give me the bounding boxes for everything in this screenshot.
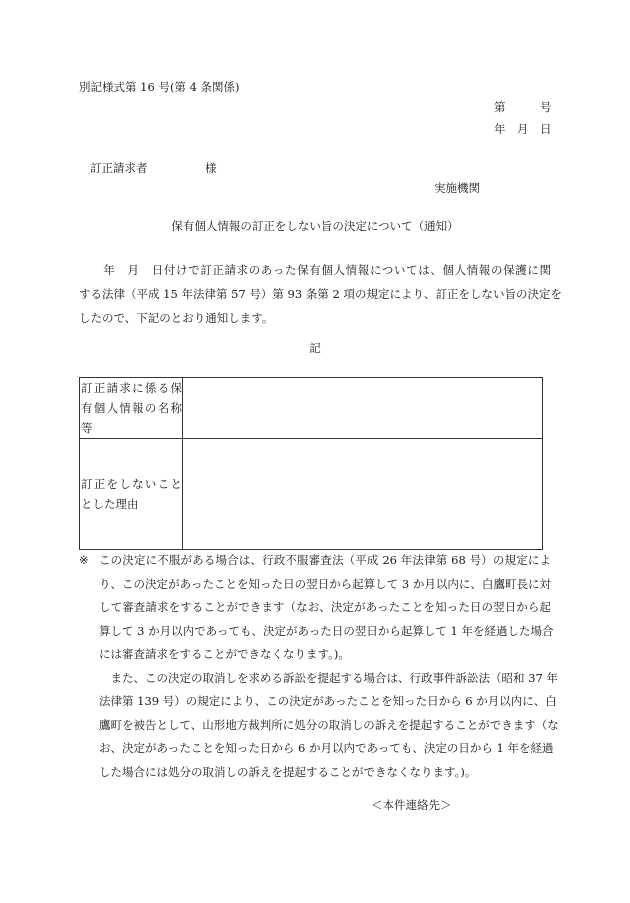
note-mark: ※ bbox=[79, 553, 89, 567]
label-line: とした理由 bbox=[81, 497, 139, 511]
note-line: 算して 3 か月以内であっても、決定があった日の翌日から起算して 1 年を経過した場合 bbox=[99, 623, 554, 638]
page-title: 保有個人情報の訂正をしない旨の決定について（通知） bbox=[171, 219, 459, 233]
recipient: 訂正請求者 様 bbox=[90, 161, 217, 175]
label-line: 訂正請求に係る保 bbox=[81, 381, 182, 395]
reason-label-cell bbox=[80, 439, 183, 550]
body-line: 年 月 日付けで訂正請求のあった保有個人情報については、個人情報の保護に関 bbox=[79, 263, 551, 277]
issuer: 実施機関 bbox=[434, 181, 480, 195]
details-table bbox=[79, 377, 543, 550]
body-paragraph bbox=[79, 258, 562, 330]
body-line: する法律（平成 15 年法律第 57 号）第 93 条第 2 項の規定により、訂正をしない旨の決定を bbox=[79, 287, 562, 301]
ki-heading: 記 bbox=[309, 341, 321, 355]
note-line: 鷹町を被告として、山形地方裁判所に処分の取消しの訴えを提起することができます（な bbox=[99, 717, 559, 732]
reason-value-cell bbox=[183, 439, 543, 550]
note-line: お、決定があったことを知った日から 6 か月以内であっても、決定の日から 1 年を経過 bbox=[99, 741, 554, 755]
label-line: 訂正をしないこと bbox=[81, 477, 182, 491]
contact-heading: ＜本件連絡先＞ bbox=[371, 798, 452, 812]
note-line: した場合には処分の取消しの訴えを提起することができなくなります。)。 bbox=[99, 764, 477, 779]
label-line: 有個人情報の名称 bbox=[81, 401, 182, 415]
table-row bbox=[80, 439, 543, 550]
label-line: 等 bbox=[81, 421, 93, 435]
document-date: 年 月 日 bbox=[494, 122, 552, 136]
note-line: して審査請求をすることができます（なお、決定があったことを知った日の翌日から起 bbox=[99, 600, 551, 614]
table-row bbox=[80, 378, 543, 439]
note-line: また、この決定の取消しを求める訴訟を提起する場合は、行政事件訴訟法（昭和 37 年 bbox=[99, 670, 558, 685]
name-label-cell bbox=[80, 378, 183, 439]
document-number: 第 号 bbox=[494, 100, 552, 114]
note-line: り、この決定があったことを知った日の翌日から起算して 3 か月以内に、白鷹町長に対 bbox=[99, 576, 551, 591]
name-value-cell bbox=[183, 378, 543, 439]
note-line: この決定に不服がある場合は、行政不服審査法（平成 26 年法律第 68 号）の規定によ bbox=[99, 553, 551, 567]
body-line: したので、下記のとおり通知します。 bbox=[79, 311, 274, 325]
form-id: 別記様式第 16 号(第 4 条関係) bbox=[79, 80, 240, 94]
appeal-note bbox=[79, 549, 559, 784]
note-line: 法律第 139 号）の規定により、この決定があったことを知った日から 6 か月以内に、白 bbox=[99, 694, 557, 708]
note-line: には審査請求をすることができなくなります。)。 bbox=[99, 647, 350, 661]
